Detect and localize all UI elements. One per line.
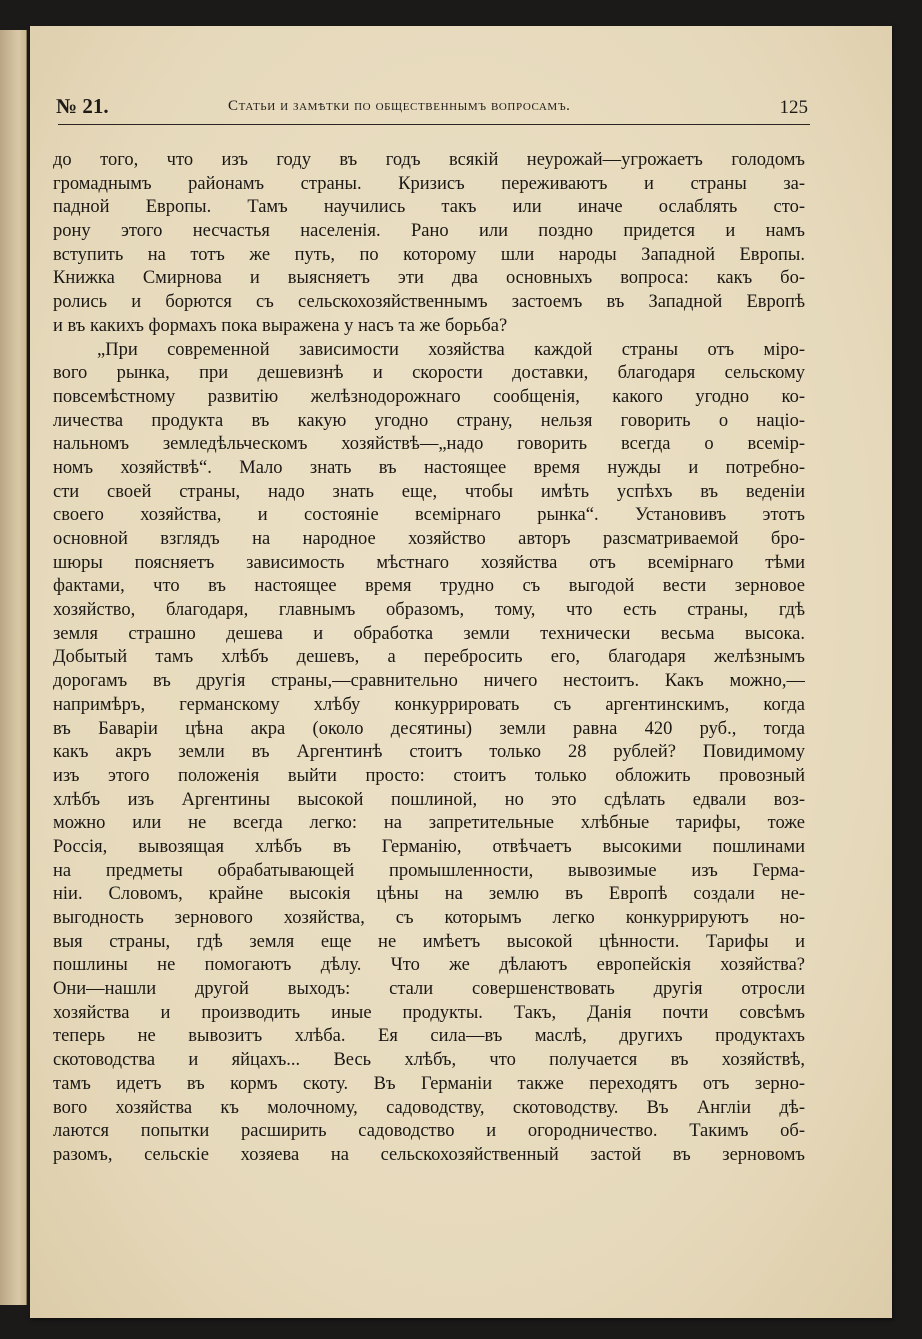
text-line: изъ этого положенія выйти просто: стоитъ только обложить провозный <box>53 765 805 786</box>
text-line: вого хозяйства къ молочному, садоводству, скотоводству. Въ Англіи дѣ- <box>53 1097 805 1118</box>
text-line: напримѣръ, германскому хлѣбу конкуррировать съ аргентинскимъ, когда <box>53 694 805 715</box>
text-line: номъ хозяйствѣ“. Мало знать въ настоящее время нужды и потребно- <box>53 457 805 478</box>
text-line: ніи. Словомъ, крайне высокія цѣны на землю въ Европѣ создали не- <box>53 884 805 905</box>
text-line: хозяйство, благодаря, главнымъ образомъ, тому, что есть страны, гдѣ <box>53 600 805 621</box>
text-line: Они—нашли другой выходъ: стали совершенствовать другія отросли <box>53 979 805 1000</box>
text-line: Книжка Смирнова и выясняетъ эти два основныхъ вопроса: какъ бо- <box>53 268 805 289</box>
text-line: вого рынка, при дешевизнѣ и скорости доставки, благодаря сельскому <box>53 363 805 384</box>
text-line: теперь не вывозитъ хлѣба. Ея сила—въ маслѣ, другихъ продуктахъ <box>53 1026 805 1047</box>
body-text <box>53 149 805 1168</box>
text-line: падной Европы. Тамъ научились такъ или иначе ослаблять сто- <box>53 197 805 218</box>
text-line: ролись и борются съ сельскохозяйственнымъ застоемъ въ Западной Европѣ <box>53 292 805 313</box>
text-line: шюры поясняетъ зависимость мѣстнаго хозяйства отъ всемірнаго тѣми <box>53 552 805 573</box>
text-line: рону этого несчастья населенія. Рано или поздно придется и намъ <box>53 221 805 242</box>
text-line: въ Баваріи цѣна акра (около десятины) земли равна 420 руб., тогда <box>53 718 805 739</box>
facing-page-edge <box>0 30 27 1305</box>
issue-number: № 21. <box>56 94 109 118</box>
text-line: личества продукта въ какую угодно страну, нельзя говорить о націо- <box>53 410 805 431</box>
page-number: 125 <box>779 97 808 118</box>
text-line: вступить на тотъ же путь, по которому шли народы Западной Европы. <box>53 244 805 265</box>
text-line: своего хозяйства, и состояніе всемірнаго рынка“. Установивъ этотъ <box>53 505 805 526</box>
text-line: разомъ, сельскіе хозяева на сельскохозяйственный застой въ зерновомъ <box>53 1144 805 1165</box>
text-line: повсемѣстному развитію желѣзнодорожнаго сообщенія, какого угодно ко- <box>53 386 805 407</box>
text-line: Россія, вывозящая хлѣбъ въ Германію, отвѣчаетъ высокими пошлинами <box>53 836 805 857</box>
text-line: пошлины не помогаютъ дѣлу. Что же дѣлаютъ европейскія хозяйства? <box>53 955 805 976</box>
text-line: лаются попытки расширить садоводство и огородничество. Такимъ об- <box>53 1121 805 1142</box>
text-line: на предметы обрабатывающей промышленности, вывозимые изъ Герма- <box>53 860 805 881</box>
text-line: земля страшно дешева и обработка земли технически весьма высока. <box>53 623 805 644</box>
text-line: Добытый тамъ хлѣбъ дешевъ, а перебросить его, благодаря желѣзнымъ <box>53 647 805 668</box>
text-line: можно или не всегда легко: на запретительные хлѣбные тарифы, тоже <box>53 813 805 834</box>
text-line: основной взглядъ на народное хозяйство авторъ разсматриваемой бро- <box>53 529 805 549</box>
text-line: выя страны, гдѣ земля еще не имѣетъ высокой цѣнности. Тарифы и <box>53 931 805 952</box>
text-line: хозяйства и производить иные продукты. Такъ, Данія почти совсѣмъ <box>53 1002 805 1023</box>
text-line: сти своей страны, надо знать еще, чтобы имѣть успѣхъ въ веденіи <box>53 481 805 502</box>
text-line: и въ какихъ формахъ пока выражена у насъ та же борьба? <box>53 315 508 336</box>
text-line: дорогамъ въ другія страны,—сравнительно ничего нестоитъ. Какъ можно,— <box>53 671 805 692</box>
running-header <box>56 94 808 126</box>
text-line: какъ акръ земли въ Аргентинѣ стоитъ только 28 рублей? Повидимому <box>53 742 805 763</box>
text-line: нальномъ земледѣльческомъ хозяйствѣ—„надо говорить всегда о всемір- <box>53 434 805 455</box>
text-line: скотоводства и яйцахъ... Весь хлѣбъ, что получается въ хозяйствѣ, <box>53 1050 805 1071</box>
text-line: выгодность зернового хозяйства, съ которымъ легко конкуррируютъ но- <box>53 908 805 928</box>
running-title: Статьи и замѣтки по общественнымъ вопросамъ. <box>228 98 571 114</box>
text-line: „При современной зависимости хозяйства каждой страны отъ міро- <box>97 339 805 360</box>
text-line: хлѣбъ изъ Аргентины высокой пошлиной, но это сдѣлать едвали воз- <box>53 789 805 810</box>
header-rule <box>58 124 810 125</box>
text-line: тамъ идетъ въ кормъ скоту. Въ Германіи также переходятъ отъ зерно- <box>53 1073 805 1094</box>
book-page <box>30 26 892 1318</box>
text-line: до того, что изъ году въ годъ всякій неурожай—угрожаетъ голодомъ <box>53 150 805 170</box>
text-line: громаднымъ районамъ страны. Кризисъ переживаютъ и страны за- <box>53 173 805 194</box>
text-line: фактами, что въ настоящее время трудно съ выгодой вести зерновое <box>53 576 805 597</box>
